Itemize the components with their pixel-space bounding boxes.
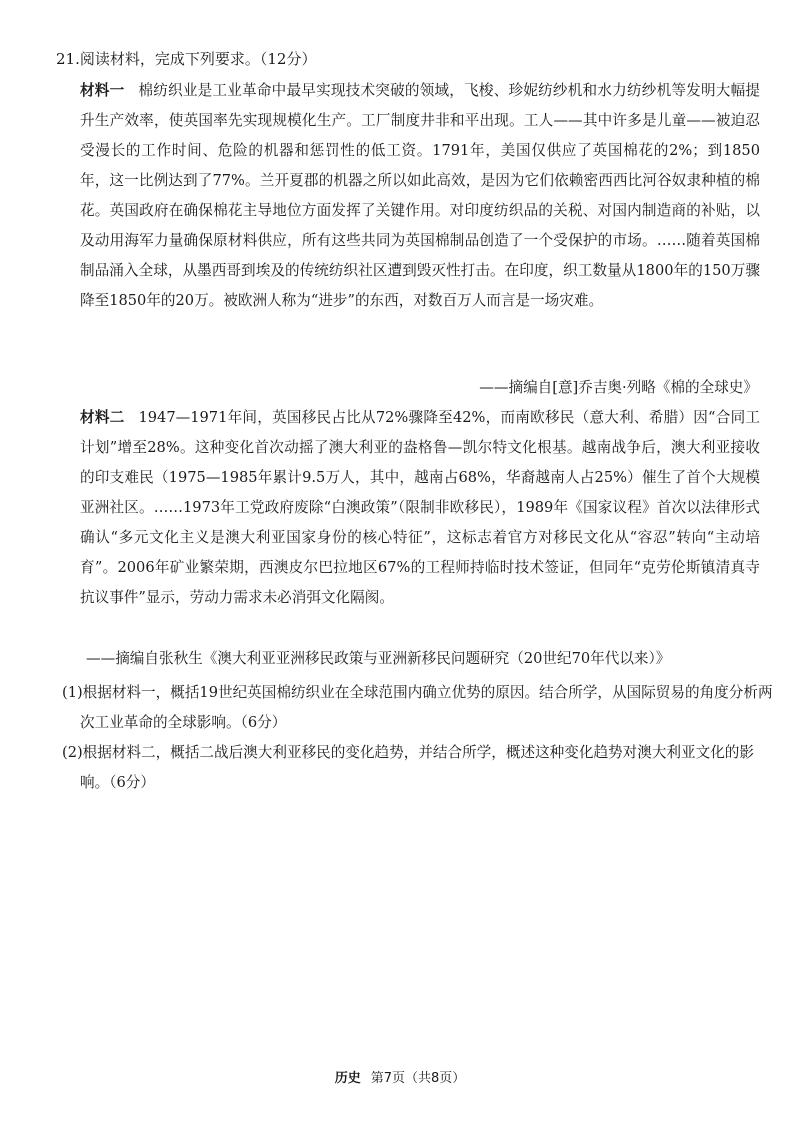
material-two-label: 材料二 (80, 409, 125, 426)
material-two-source: ——摘编自张秋生《澳大利亚亚洲移民政策与亚洲新移民问题研究（20世纪70年代以来）》 (86, 650, 671, 667)
sub-question-2: (2)根据材料二，概括二战后澳大利亚移民的变化趋势，并结合所学，概述这种变化趋势对澳大利亚文化的影响。（6分） (62, 744, 754, 791)
footer-page-number: 第7页（共8页） (370, 1071, 466, 1086)
page-footer (0, 1067, 800, 1086)
footer-subject: 历史 (334, 1071, 361, 1086)
material-two (80, 403, 760, 613)
question-header: 21.阅读材料，完成下列要求。（12分） (56, 50, 317, 68)
material-one-text: 棉纺织业是工业革命中最早实现技术突破的领域，飞梭、珍妮纺纱机和水力纺纱机等发明大幅提升生产效率，使英国率先实现规模化生产。工厂制度井非和平出现。工人——其中许多是儿童——被迫忍受漫长的工作时间、危险的机器和惩罚性的低工资。1791年，美国仅供应了英国棉花的2%；到1850年，这一比例达到了77%。兰开夏郡的机器之所以如此高效，是因为它们依赖密西西比河谷奴隶种植的棉花。英国政府在确保棉花主导地位方面发挥了关键作用。对印度纺织品的关税、对国内制造商的补贴，以及动用海军力量确保原材料供应，所有这些共同为英国棉制品创造了一个受保护的市场。……随着英国棉制品涌入全球，从墨西哥到埃及的传统纺织社区遭到毁灭性打击。在印度，织工数量从1800年的150万骤降至1850年的20万。被欧洲人称为“进步”的东西，对数百万人而言是一场灾难。 (80, 82, 760, 309)
material-one (80, 76, 760, 316)
material-one-label: 材料一 (80, 82, 125, 99)
material-two-text: 1947—1971年间，英国移民占比从72%骤降至42%，而南欧移民（意大利、希腊）因“合同工计划”增至28%。这种变化首次动摇了澳大利亚的盎格鲁—凯尔特文化根基。越南战争后，澳大利亚接收的印支难民（1975—1985年累计9.5万人，其中，越南占68%，华裔越南人占25%）催生了首个大规模亚洲社区。……1973年工党政府废除“白澳政策”（限制非欧移民），1989年《国家议程》首次以法律形式确认“多元文化主义是澳大利亚国家身份的核心特征”，这标志着官方对移民文化从“容忍”转向“主动培育”。2006年矿业繁荣期，西澳皮尔巴拉地区67%的工程师持临时技术签证，但同年“克劳伦斯镇清真寺抗议事件”显示，劳动力需求未必消弭文化隔阂。 (80, 409, 760, 606)
material-one-source: ——摘编自[意]乔吉奥·列略《棉的全球史》 (479, 379, 758, 396)
sub-question-1: (1)根据材料一，概括19世纪英国棉纺织业在全球范围内确立优势的原因。结合所学，从国际贸易的角度分析两次工业革命的全球影响。（6分） (62, 684, 773, 731)
